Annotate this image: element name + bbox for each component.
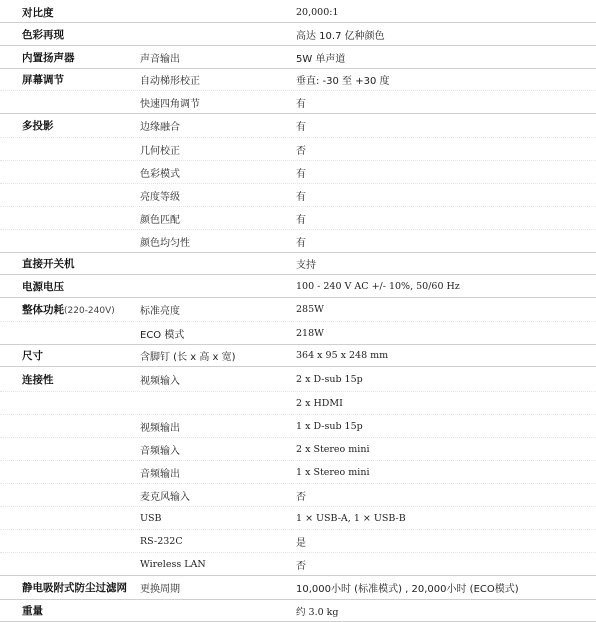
spec-row-conn-video-out — [0, 415, 596, 438]
value-text: 有 — [296, 98, 306, 110]
category-label: 多投影 — [22, 120, 54, 132]
spec-row-conn-usb — [0, 507, 596, 530]
category-label: 直接开关机 — [22, 258, 75, 270]
spec-row-multi-colormatch — [0, 207, 596, 230]
spec-row-conn-video-in — [0, 367, 596, 392]
item-label: 边缘融合 — [140, 122, 180, 133]
spec-row-screen-keystone — [0, 69, 596, 91]
spec-row-multi-uniformity — [0, 230, 596, 253]
value-text: 10,000小时 (标准模式) , 20,000小时 (ECO模式) — [296, 584, 519, 595]
spec-row-conn-hdmi — [0, 392, 596, 415]
category-label — [0, 302, 118, 317]
spec-row-conn-wlan — [0, 553, 596, 576]
spec-row-multi-brightness — [0, 184, 596, 207]
value-text: 2 x D-sub 15p — [296, 373, 363, 385]
spec-row-direct-power — [0, 253, 596, 275]
category-name: 整体功耗 — [22, 304, 64, 316]
item-label: 视频输出 — [140, 422, 180, 434]
value-text: 5W 单声道 — [296, 53, 346, 65]
value-text: 有 — [296, 191, 306, 203]
item-label: 音频输出 — [140, 468, 180, 480]
value-text: 2 x HDMI — [296, 397, 343, 409]
value-text: 1 × USB-A, 1 × USB-B — [296, 512, 406, 524]
item-label: 视频输入 — [140, 375, 180, 387]
category-label: 屏幕调节 — [22, 74, 64, 86]
spec-row-conn-audio-out — [0, 461, 596, 484]
category-label: 色彩再现 — [22, 28, 64, 41]
value-text: 支持 — [296, 260, 316, 271]
item-label: USB — [140, 512, 162, 524]
item-label: 快速四角调节 — [140, 98, 200, 110]
value-text: 否 — [296, 491, 306, 503]
value-text: 高达 10.7 亿种颜色 — [296, 30, 385, 42]
spec-row-filter — [0, 576, 596, 600]
spec-row-screen-quickcorner — [0, 91, 596, 114]
item-label: ECO 模式 — [140, 329, 185, 341]
value-text: 垂直: -30 至 +30 度 — [296, 76, 390, 87]
value-text: 是 — [296, 537, 306, 549]
value-text: 364 x 95 x 248 mm — [296, 350, 389, 361]
value-text: 1 x D-sub 15p — [296, 420, 363, 432]
category-label: 连接性 — [22, 373, 54, 386]
item-label: 颜色均匀性 — [140, 237, 190, 249]
item-label: 标准亮度 — [140, 306, 180, 317]
spec-row-power-standard — [0, 298, 596, 322]
item-label: 色彩模式 — [140, 168, 180, 180]
spec-row-speaker — [0, 46, 596, 69]
category-label: 重量 — [22, 605, 43, 617]
spec-row-dimensions — [0, 345, 596, 367]
value-text: 2 x Stereo mini — [296, 443, 370, 455]
category-label: 内置扬声器 — [22, 51, 75, 64]
item-label: 声音输出 — [140, 53, 180, 65]
category-label: 尺寸 — [22, 350, 43, 362]
spec-row-conn-mic — [0, 484, 596, 507]
item-label: 亮度等级 — [140, 191, 180, 203]
spec-row-power-eco — [0, 322, 596, 345]
category-label: 静电吸附式防尘过滤网 — [22, 582, 127, 594]
spec-row-contrast — [0, 2, 596, 23]
value-text: 否 — [296, 560, 306, 572]
value-text: 285W — [296, 304, 324, 315]
spec-row-voltage — [0, 275, 596, 298]
item-label: 含脚钉 (长 x 高 x 宽) — [140, 352, 236, 363]
item-label: 颜色匹配 — [140, 214, 180, 226]
value-text: 20,000:1 — [296, 6, 339, 18]
item-label: 自动梯形校正 — [140, 76, 200, 87]
item-label: 更换周期 — [140, 584, 180, 595]
value-text: 有 — [296, 214, 306, 226]
spec-row-conn-rs232c — [0, 530, 596, 553]
spec-row-conn-audio-in — [0, 438, 596, 461]
item-label: 麦克风输入 — [140, 491, 190, 503]
value-text: 100 - 240 V AC +/- 10%, 50/60 Hz — [296, 280, 460, 292]
value-text: 否 — [296, 145, 306, 157]
item-label: 几何校正 — [140, 145, 180, 157]
category-label: 电源电压 — [22, 280, 64, 293]
value-text: 218W — [296, 327, 324, 339]
spec-row-weight — [0, 600, 596, 622]
item-label: Wireless LAN — [140, 558, 206, 570]
item-label: RS-232C — [140, 535, 183, 547]
category-label: 对比度 — [22, 6, 54, 19]
spec-row-color — [0, 23, 596, 46]
category-note: (220-240V) — [64, 306, 115, 316]
value-text: 有 — [296, 237, 306, 249]
value-text: 1 x Stereo mini — [296, 466, 370, 478]
value-text: 有 — [296, 122, 306, 133]
value-text: 约 3.0 kg — [296, 606, 339, 618]
item-label: 音频输入 — [140, 445, 180, 457]
spec-row-multi-colormode — [0, 161, 596, 184]
spec-row-multi-geometry — [0, 138, 596, 161]
spec-row-multi-edge — [0, 114, 596, 138]
value-text: 有 — [296, 168, 306, 180]
